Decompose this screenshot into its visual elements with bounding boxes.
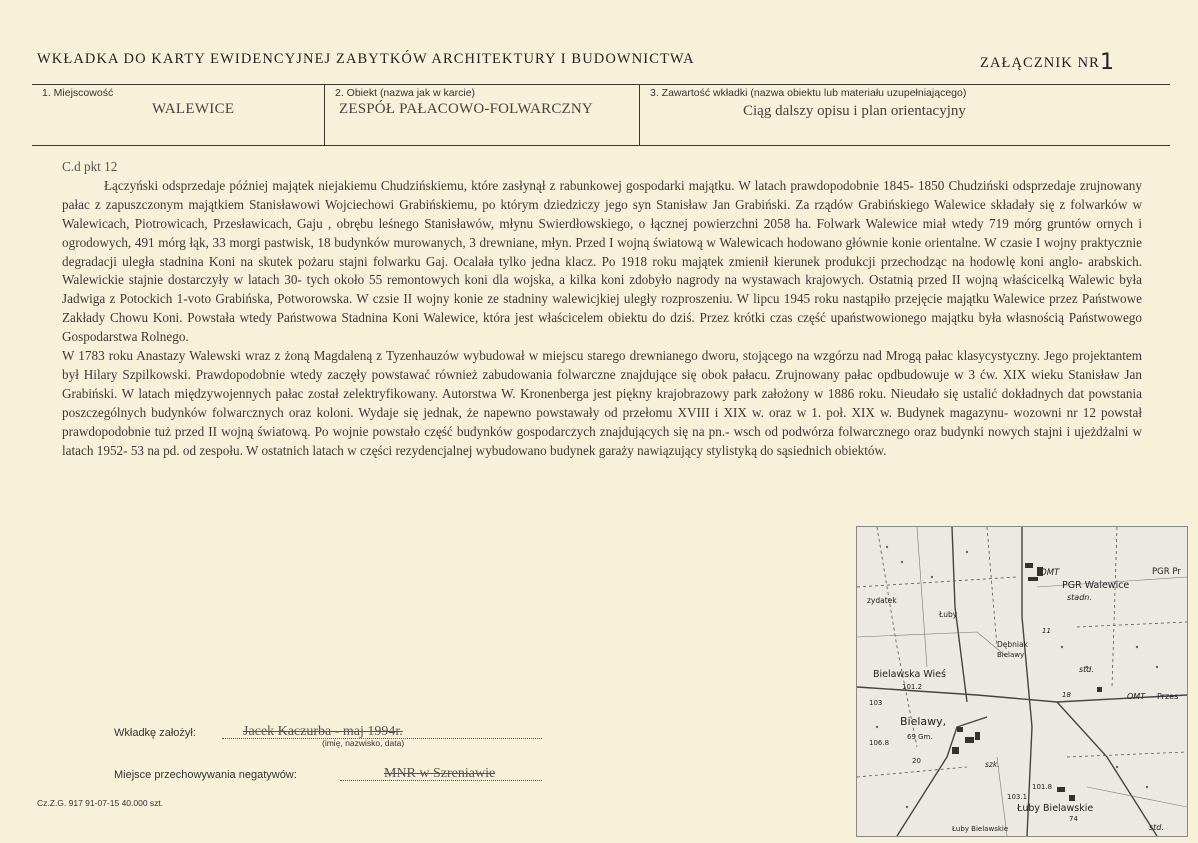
storage-value: MNR w Szreniawie (384, 766, 496, 781)
map-label-przes: Przes (1157, 692, 1179, 701)
section-heading: C.d pkt 12 (62, 159, 118, 174)
field-content (639, 85, 1171, 145)
map-svg (857, 527, 1187, 836)
map-label-stadn: stadn. (1067, 593, 1092, 602)
paragraph-architecture: W 1783 roku Anastazy Walewski wraz z żoną Magdaleną z Tyzenhauzów wybudował w miejscu starego drewnianego dworu, stojącego na wzgórzu nad Mrogą pałac klasycystyczny. Jego projektantem był Hilary Szpilkowski. Prawdopodobnie wtedy zaczęły powstawać również zabudowania folwarczne znajdujące się obok pałacu. Zrujnowany pałac opdbudowuje w 3 ćw. XIX wieku Stanisław Jan Grabiński. W latach międzywojennych pałac został zelektryfikowany. Autorstwa W. Kronenberga jest piękny krajobrazowy park założony w 1886 roku. Nieudało się ustalić dokładnych dat powstania poszczególnych budynków folwarcznych oraz koloni. Wydaje się jednak, że napewno powstawały od przełomu XVIII i XIX w. oraz w 1. poł. XIX w. Budynek magazynu- wozowni nr 12 powstał prawdopodobnie tuż przed II wojną światową. Po wojnie powstało część budynków gospodarczych znajdujących się na pn.- wsch od podwórza folwarcznego oraz budynki nowych stajni i ujeżdżalni w latach 1952- 53 na pd. od zespołu. W ostatnich latach w części rezydencjalnej wybudowano budynek garaży nawiązujący stylistyką do sąsiednich obiektów. (62, 348, 1142, 458)
map-label-std1: std. (1079, 665, 1094, 674)
attachment-label: ZAŁĄCZNIK NR (980, 55, 1100, 71)
map-label-n11: 11 (1042, 627, 1051, 635)
map-label-szk: szk. (985, 760, 1000, 769)
document-title: WKŁADKA DO KARTY EWIDENCYJNEJ ZABYTKÓW ARCHITEKTURY I BUDOWNICTWA (37, 51, 695, 67)
storage-label: Miejsce przechowywania negatywów: (114, 769, 297, 781)
map-label-h1: 101.2 (902, 683, 923, 691)
map-label-luby: Łuby (939, 610, 958, 619)
map-label-pgr: PGR Walewice (1062, 580, 1130, 591)
field-locality (32, 85, 324, 145)
map-label-h6: 101.8 (1032, 783, 1053, 791)
orientation-map (856, 526, 1188, 837)
field-content-label: 3. Zawartość wkładki (nazwa obiektu lub materiału uzupełniającego) (650, 87, 967, 99)
map-label-zydatek: zydatek (867, 596, 897, 605)
map-label-omt2: OMT (1127, 692, 1146, 701)
founder-hint: (imię, nazwisko, data) (322, 738, 405, 748)
fields-row (32, 84, 1170, 146)
field-object-value: ZESPÓŁ PAŁACOWO-FOLWARCZNY (339, 101, 593, 117)
map-label-bielawy-small: Bielawy (997, 651, 1025, 659)
map-label-pgr2: PGR Pr (1152, 567, 1181, 577)
field-object (324, 85, 640, 145)
founder-label: Wkładkę założył: (114, 727, 196, 739)
map-label-luby-bielawskie-2: Łuby Bielawskie (952, 825, 1009, 833)
map-label-bielawy: Bielawy, (900, 715, 947, 728)
map-label-n18: 18 (1062, 691, 1071, 699)
field-content-value: Ciąg dalszy opisu i plan orientacyjny (743, 103, 966, 119)
attachment-number-value: 1 (1099, 50, 1116, 75)
map-label-h2: 103 (869, 699, 883, 707)
map-label-h7: 103.1 (1007, 793, 1028, 801)
print-info: Cz.Z.G. 917 91-07-15 40.000 szt. (37, 798, 164, 808)
map-label-bielawska-wies: Bielawska Wieś (873, 669, 946, 680)
field-object-label: 2. Obiekt (nazwa jak w karcie) (335, 87, 476, 99)
attachment-number (980, 48, 1115, 73)
map-label-debniak: Dębniak (997, 640, 1028, 649)
founder-value: Jacek Kaczurba - maj 1994r. (243, 724, 403, 739)
map-label-luby-bielawskie: Łuby Bielawskie (1017, 803, 1094, 814)
map-label-h8: 74 (1069, 815, 1078, 823)
map-label-h5: 20 (912, 757, 921, 765)
description-body (62, 158, 1142, 461)
field-locality-label: 1. Miejscowość (42, 87, 114, 99)
map-label-omt1: OMT (1040, 568, 1060, 578)
map-label-h3: 69 Gm. (907, 733, 933, 741)
field-locality-value: WALEWICE (152, 101, 235, 117)
map-label-h4: 106.8 (869, 739, 890, 747)
paragraph-history: Łączyński odsprzedaje później majątek niejakiemu Chudzińskiemu, które zasłynął z rabunkowej gospodarki majątku. W latach prawdopodobnie 1845- 1850 Chudziński odsprzedaje zrujnowany pałac z zapuszczonym majątkiem Stanisławowi Wojciechowi Grabińskiemu, po którym dziedziczy jego syn Stanisław Jan Grabiński. Za rządów Grabińskiego Walewice składały się z folwarków w Walewicach, Piotrowicach, Przesławicach, Gaju , obrębu leśnego Stanisławów, młynu Swierdłowskiego, o łącznej powierzchni 2058 ha. Folwark Walewice miał wtedy 719 mórg gruntów ornych i ogrodowych, 491 mórg łąk, 33 morgi pastwisk, 18 budynków murowanych, 3 drewniane, młyn. Przed I wojną światową w Walewicach hodowano głównie konie orientalne. W czasie I wojny praktycznie degradacji uległa stadnina Koni na skutek pożaru stajni folwarku Gaj. Ocalała tylko jedna klacz. Po 1918 roku majątek zmienił kierunek produkcji przechodząc na hodowlę koni anglo- arabskich. Walewickie stajnie dostarczyły w latach 30- tych około 55 remontowych koni dla wojska, a kilka koni zdobyło nagrody na wystawach krajowych. Ostatnią przed II wojną właścicelką Walewic była Jadwiga z Potockich 1-voto Grabińska, Potworowska. W czsie II wojny konie ze stadniny walewicjkiej uległy rozproszeniu. W lipcu 1945 roku nastąpiło przejęcie majątku Walewice przez Państwowe Zakłady Chowu Koni. Powstała wtedy Państwowa Stadnina Koni Walewice, która jest właścicelem obiektu do dziś. Przez krótki czas część upaństwowionego majątku była własnością Państwowego Gospodarstwa Rolnego. (62, 177, 1142, 345)
map-label-std2: std. (1149, 823, 1164, 832)
map-road-main (1022, 527, 1032, 836)
